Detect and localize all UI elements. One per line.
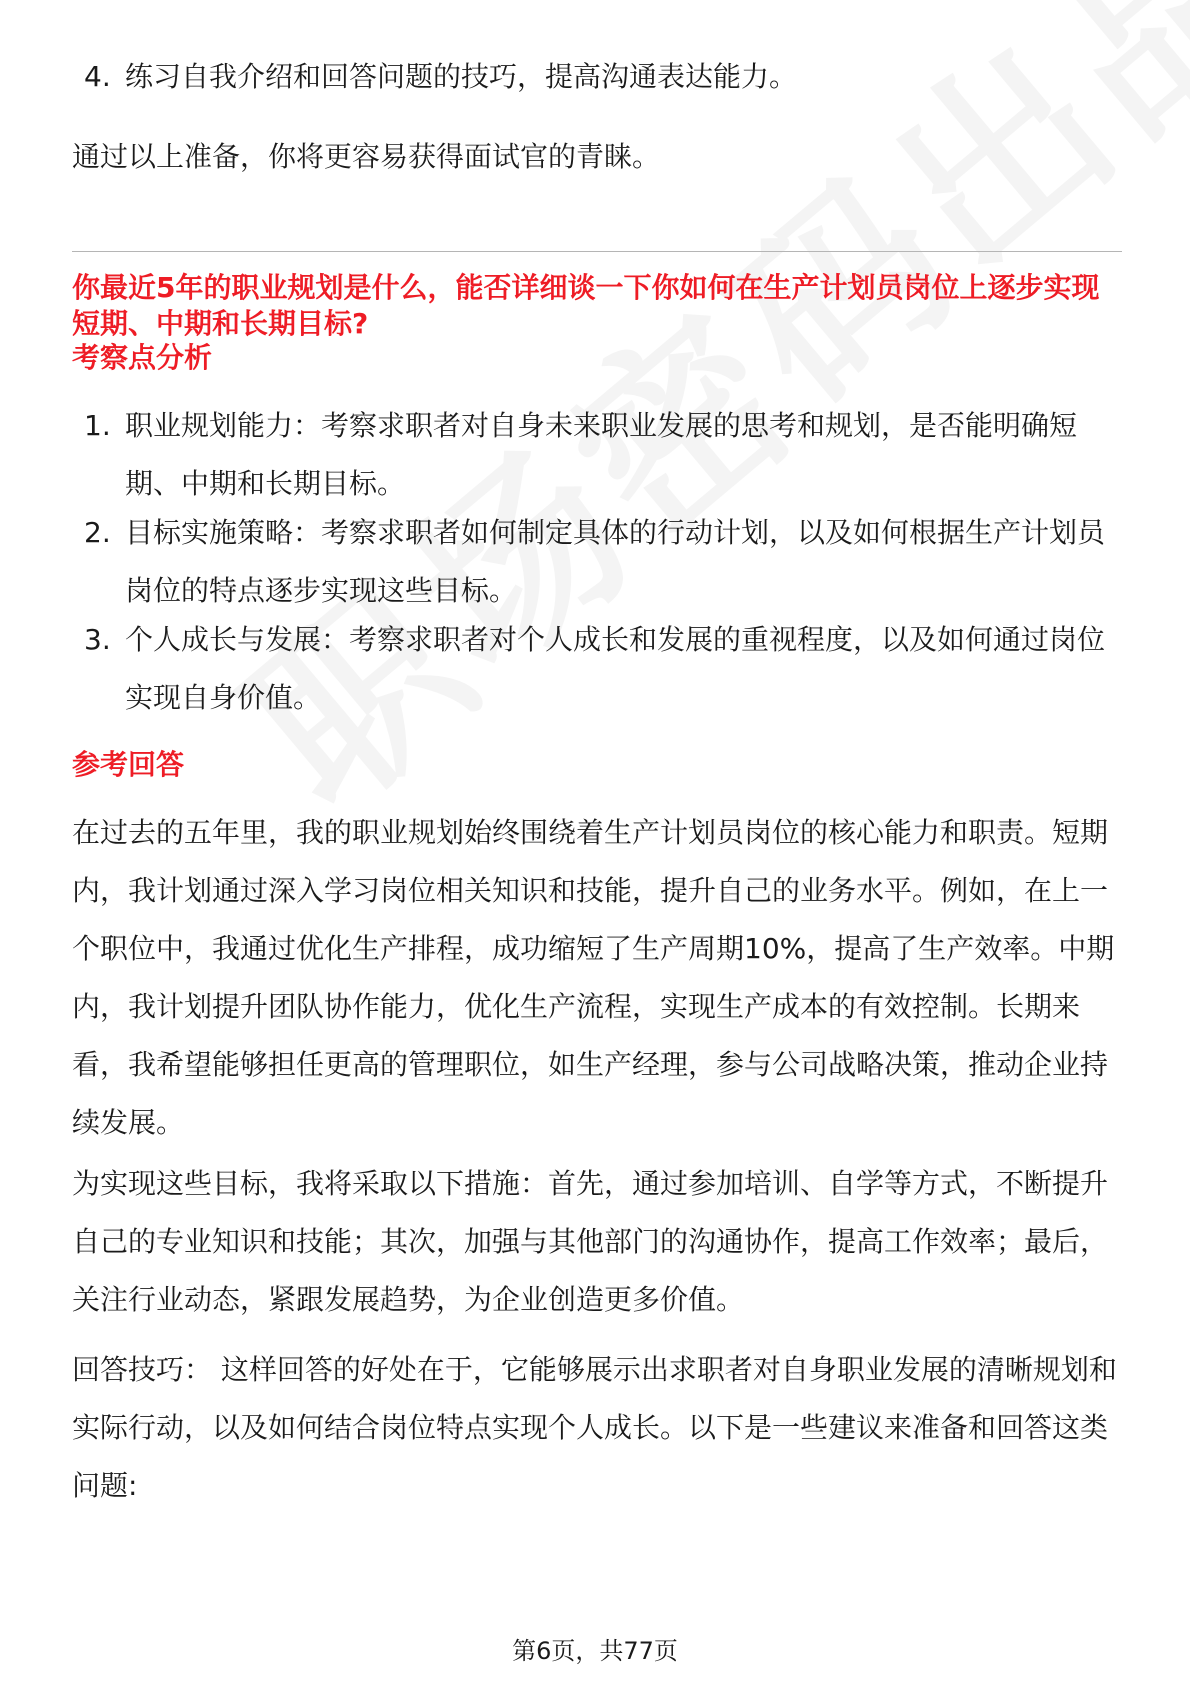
answer-heading: 参考回答 [72,748,185,781]
list-item-text: 练习自我介绍和回答问题的技巧，提高沟通表达能力。 [125,60,798,93]
list-item [72,504,1122,620]
page-footer: 第6页，共77页 [512,1637,678,1665]
list-item-number: 3. [84,623,111,656]
list-item-number: 1. [84,409,111,442]
analysis-heading: 考察点分析 [72,341,213,374]
answer-paragraph: 在过去的五年里，我的职业规划始终围绕着生产计划员岗位的核心能力和职责。短期内，我计划通过深入学习岗位相关知识和技能，提升自己的业务水平。例如，在上一个职位中，我通过优化生产排程，成功缩短了生产周期10%，提高了生产效率。中期内，我计划提升团队协作能力，优化生产流程，实现生产成本的有效控制。长期来看，我希望能够担任更高的管理职位，如生产经理，参与公司战略决策，推动企业持续发展。 [72,816,1115,1139]
tips-paragraph: 回答技巧： 这样回答的好处在于，它能够展示出求职者对自身职业发展的清晰规划和实际行动，以及如何结合岗位特点实现个人成长。以下是一些建议来准备和回答这类问题: [72,1353,1117,1502]
list-item-number: 4. [84,60,111,93]
list-item [72,397,1122,513]
list-item-number: 2. [84,516,111,549]
section-divider [72,251,1122,252]
answer-paragraph: 为实现这些目标，我将采取以下措施：首先，通过参加培训、自学等方式，不断提升自己的专业知识和技能；其次，加强与其他部门的沟通协作，提高工作效率；最后，关注行业动态，紧跟发展趋势，为企业创造更多价值。 [72,1167,1109,1316]
closing-line: 通过以上准备，你将更容易获得面试官的青睐。 [72,140,661,173]
list-item [72,611,1122,727]
list-item-text: 个人成长与发展：考察求职者对个人成长和发展的重视程度，以及如何通过岗位实现自身价值。 [125,623,1106,714]
list-item-text: 目标实施策略：考察求职者如何制定具体的行动计划，以及如何根据生产计划员岗位的特点逐步实现这些目标。 [125,516,1106,607]
list-item [72,48,1122,106]
list-item-text: 职业规划能力：考察求职者对自身未来职业发展的思考和规划，是否能明确短期、中期和长期目标。 [125,409,1078,500]
interview-question: 你最近5年的职业规划是什么，能否详细谈一下你如何在生产计划员岗位上逐步实现短期、中期和长期目标? [72,271,1100,340]
